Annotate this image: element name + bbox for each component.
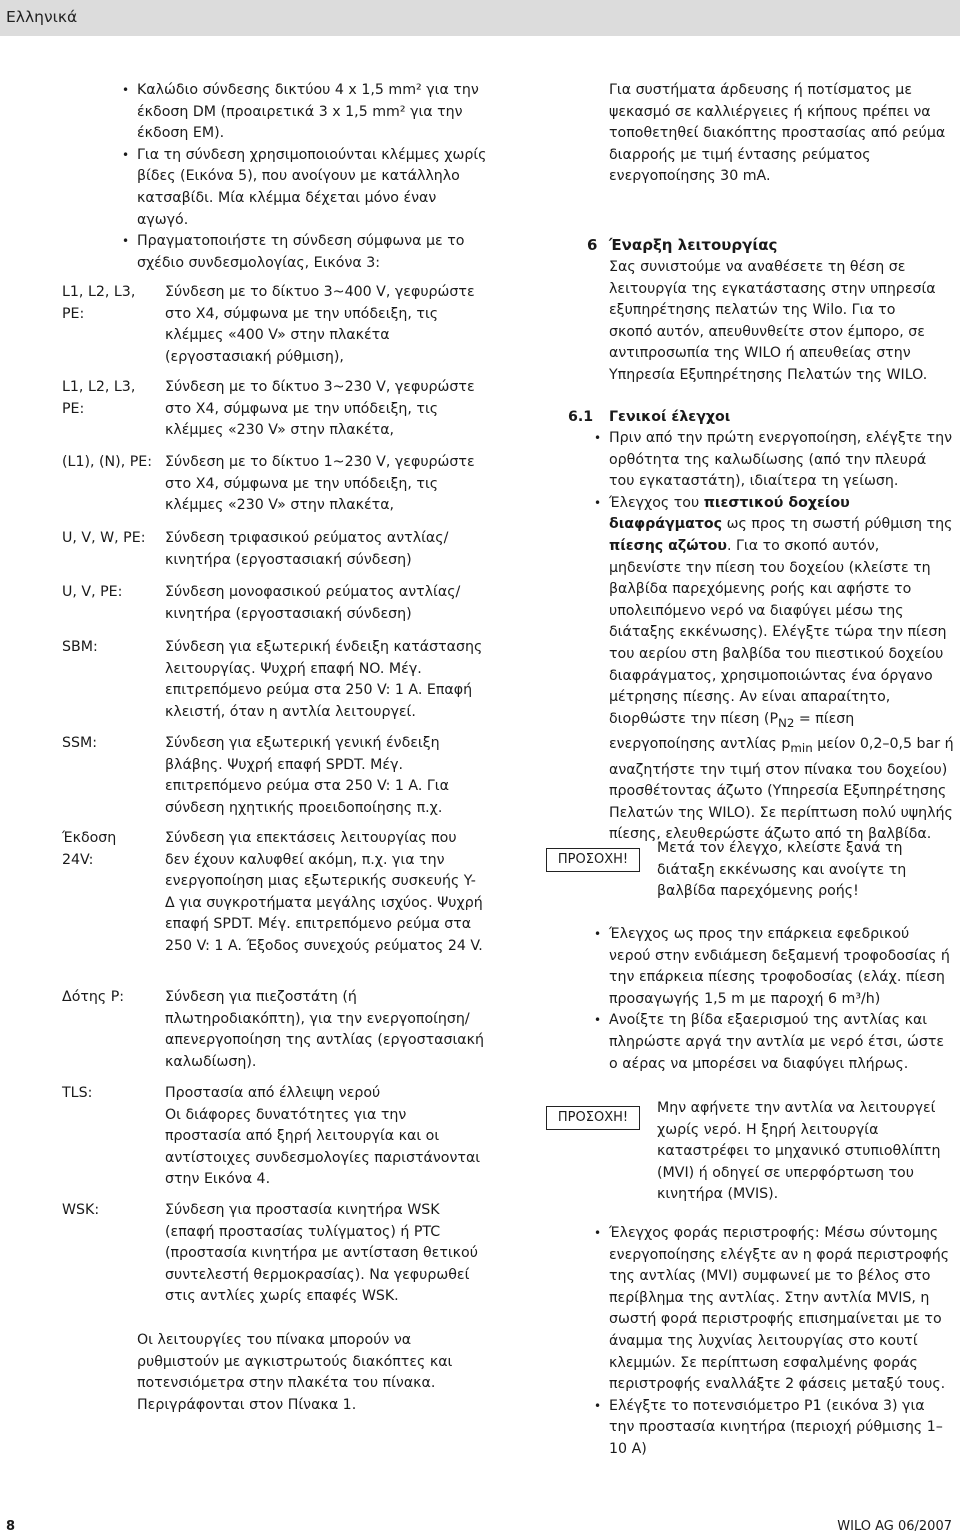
desc-l1-n-pe: Σύνδεση με το δίκτυο 1~230 V, γεφυρώστε στο X4, σύμφωνα με την υπόδειξη, τις κλέμμες «230 V» στην πλακέτα, xyxy=(165,454,475,514)
desc-l1-l2-l3-pe-230: Σύνδεση με το δίκτυο 3~230 V, γεφυρώστε στο X4, σύμφωνα με την υπόδειξη, τις κλέμμες «230 V» στην πλακέτα, xyxy=(165,379,475,439)
intro-bullet-2: • Για τη σύνδεση χρησιμοποιούνται κλέμμες χωρίς βίδες (Εικόνα 5), που ανοίγουν με κατάλληλο κατσαβίδι. Μία κλέμμα δέχεται μόνο έναν αγωγό. xyxy=(122,145,492,231)
term-sbm: SBM: xyxy=(62,639,98,655)
desc-l1-l2-l3-pe-400: Σύνδεση με το δίκτυο 3~400 V, γεφυρώστε στο X4, σύμφωνα με την υπόδειξη, τις κλέμμες «400 V» στην πλακέτα (εργοστασιακή ρύθμιση), xyxy=(165,284,475,365)
section-6-1-title: Γενικοί έλεγχοι xyxy=(609,409,731,425)
term-l1-l2-l3-pe-400: L1, L2, L3, PE: xyxy=(62,284,136,322)
page-number: 8 xyxy=(6,1519,16,1534)
supply-check-bullet: • Έλεγχος ως προς την επάρκεια εφεδρικού νερού στην ενδιάμεση δεξαμενή τροφοδοσίας ή την επάρκεια πίεσης τροφοδοσίας (ελάχ. πίεση προσαγωγής 1,5 m με παροχή 6 m³/h) xyxy=(594,924,954,1010)
desc-tls: Προστασία από έλλειψη νερού Οι διάφορες δυνατότητες για την προστασία από ξηρή λειτουργία και οι αντίστοιχες συνδεσμολογίες παριστάνονται στην Εικόνα 4. xyxy=(165,1085,481,1188)
caution-label-1: ΠΡΟΣΟΧΗ! xyxy=(546,848,640,872)
desc-pressure-sensor: Σύνδεση για πιεζοστάτη (ή πλωτηροδιακόπτη), για την ενεργοποίηση/ απενεργοποίηση της αντλίας (εργοστασιακή καλωδίωση). xyxy=(165,989,484,1070)
intro-bullet-3: • Πραγματοποιήστε τη σύνδεση σύμφωνα με το σχέδιο συνδεσμολογίας, Εικόνα 3: xyxy=(122,231,492,274)
caution-text-2: Μην αφήνετε την αντλία να λειτουργεί χωρίς νερό. Η ξηρή λειτουργία καταστρέφει το μηχανικό στυπιοθλίπτη (MVI) ή οδηγεί σε υπερφόρτωση του κινητήρα (MVIS). xyxy=(657,1100,941,1203)
rotation-check-bullet: • Έλεγχος φοράς περιστροφής: Μέσω σύντομης ενεργοποίησης ελέγξτε αν η φορά περιστροφής της αντλίας (MVI) συμφωνεί με το βέλος στο περίβλημα της αντλίας. Στην αντλία MVIS, η σωστή φορά περιστροφής επισημαίνεται με το άναμμα της λυχνίας λειτουργίας στο κουτί κλεμμών. Σε περίπτωση εσφαλμένης φοράς περιστροφής εναλλάξτε 2 φάσεις μεταξύ τους. xyxy=(594,1223,954,1396)
intro-bullet-1: • Καλώδιο σύνδεσης δικτύου 4 x 1,5 mm² για την έκδοση DM (προαιρετικά 3 x 1,5 mm² για την έκδοση EM). xyxy=(122,80,492,145)
section-6-title: Έναρξη λειτουργίας xyxy=(609,236,778,254)
desc-sbm: Σύνδεση για εξωτερική ένδειξη κατάστασης λειτουργίας. Ψυχρή επαφή NO. Μέγ. επιτρεπόμενο ρεύμα στα 250 V: 1 A. Επαφή κλειστή, όταν η αντλία λειτουργεί. xyxy=(165,639,483,720)
closing-paragraph: Οι λειτουργίες του πίνακα μπορούν να ρυθμιστούν με αγκιστρωτούς διακόπτες και ποτενσιόμετρα στην πλακέτα του πίνακα. Περιγράφονται στον Πίνακα 1. xyxy=(137,1332,453,1413)
check-vessel-bullet: • Έλεγχος του πιεστικού δοχείου διαφράγματος ως προς τη σωστή ρύθμιση της πίεσης αζώτου. Για το σκοπό αυτόν, μηδενίστε την πίεση του δοχείου (κλείστε τη βαλβίδα παρεχόμενης ροής και αφήστε το υπολειπόμενο νερό να διαφύγει μέσω της διάταξης εκκένωσης). Ελέγξτε τώρα την πίεση του αερίου στη βαλβίδα του πιεστικού δοχείου διαφράγματος, χρησιμοποιώντας ένα όργανο μέτρησης πίεσης. Αν είναι απαραίτητο, διορθώστε την πίεση ($P_{N2} = \pi ί\varepsilon\sigma\eta$ ενεργοποίησης αντλίας $p_{min}$ μείον 0,2–0,5 bar ή αναζητήστε την τιμή στον πίνακα του δοχείου) προσθέτοντας άζωτο (Υπηρεσία Εξυπηρέτησης Πελατών της WILO). Σε περίπτωση πολύ υψηλής πίεσης, ελευθερώστε άζωτο από τη βαλβίδα. xyxy=(594,493,954,846)
footer-company: WILO AG 06/2007 xyxy=(837,1519,952,1534)
term-tls: TLS: xyxy=(62,1085,93,1101)
caution-text-1: Μετά τον έλεγχο, κλείστε ξανά τη διάταξη εκκένωσης και ανοίγτε τη βαλβίδα παρεχόμενης ροής! xyxy=(657,840,907,900)
desc-version-24v: Σύνδεση για επεκτάσεις λειτουργίας που δεν έχουν καλυφθεί ακόμη, π.χ. για την ενεργοποίηση μιας εξωτερικής συσκευής Y-Δ για συγκροτήματα μεγάλης ισχύος. Ψυχρή επαφή SPDT. Μέγ. επιτρεπόμενο ρεύμα στα 250 V: 1 A. Έξοδος συνεχούς ρεύματος 24 V. xyxy=(165,830,483,954)
rcd-note: Για συστήματα άρδευσης ή ποτίσματος με ψεκασμό σε καλλιέργειες ή κήπους πρέπει να τοποθετηθεί διακόπτης προστασίας από ρεύμα διαρροής με τιμή έντασης ρεύματος ενεργοποίησης 30 mA. xyxy=(609,82,946,185)
potentiometer-bullet: • Ελέγξτε το ποτενσιόμετρο P1 (εικόνα 3) για την προστασία κινητήρα (περιοχή ρύθμισης 1–10 A) xyxy=(594,1396,954,1461)
term-u-v-pe: U, V, PE: xyxy=(62,584,123,600)
term-wsk: WSK: xyxy=(62,1202,100,1218)
term-l1-l2-l3-pe-230: L1, L2, L3, PE: xyxy=(62,379,136,417)
section-6-1-number: 6.1 xyxy=(568,409,594,425)
desc-ssm: Σύνδεση για εξωτερική γενική ένδειξη βλάβης. Ψυχρή επαφή SPDT. Μέγ. επιτρεπόμενο ρεύμα στα 250 V: 1 A. Για σύνδεση ηχητικής προειδοποίησης π.χ. xyxy=(165,735,449,816)
section-6-number: 6 xyxy=(587,236,598,254)
term-version-24v: Έκδοση 24V: xyxy=(62,830,117,868)
desc-u-v-w-pe: Σύνδεση τριφασικού ρεύματος αντλίας/ κινητήρα (εργοστασιακή σύνδεση) xyxy=(165,530,449,568)
term-ssm: SSM: xyxy=(62,735,98,751)
desc-u-v-pe: Σύνδεση μονοφασικού ρεύματος αντλίας/ κινητήρα (εργοστασιακή σύνδεση) xyxy=(165,584,461,622)
checks-bullet-list xyxy=(594,428,954,846)
check-wiring-bullet: • Πριν από την πρώτη ενεργοποίηση, ελέγξτε την ορθότητα της καλωδίωσης (από την πλευρά του εγκαταστάτη), ιδιαίτερα τη γείωση. xyxy=(594,428,954,493)
section-6-body: Σας συνιστούμε να αναθέσετε τη θέση σε λειτουργία της εγκατάστασης στην υπηρεσία εξυπηρέτησης πελατών της Wilo. Για το σκοπό αυτόν, απευθυνθείτε στον έμπορο, σε αντιπροσωπία της WILO ή απευθείας στην Υπηρεσία Εξυπηρέτησης Πελατών της WILO. xyxy=(609,259,936,383)
term-pressure-sensor: Δότης P: xyxy=(62,989,125,1005)
venting-bullet: • Ανοίξτε τη βίδα εξαερισμού της αντλίας και πληρώστε αργά την αντλία με νερό έτσι, ώστε ο αέρας να μπορέσει να διαφύγει πλήρως. xyxy=(594,1010,954,1075)
intro-bullet-list xyxy=(122,80,492,274)
language-label: Ελληνικά xyxy=(6,8,78,26)
desc-wsk: Σύνδεση για προστασία κινητήρα WSK (επαφή προστασίας τυλίγματος) ή PTC (προστασία κινητήρα με αντίσταση θετικού συντελεστή θερμοκρασίας). Να γεφυρωθεί στις αντλίες χωρίς επαφές WSK. xyxy=(165,1202,478,1305)
rotation-bullet-list xyxy=(594,1223,954,1461)
term-l1-n-pe: (L1), (N), PE: xyxy=(62,454,153,470)
language-header-bar xyxy=(0,0,960,36)
caution-label-2: ΠΡΟΣΟΧΗ! xyxy=(546,1106,640,1130)
supply-bullet-list xyxy=(594,924,954,1075)
term-u-v-w-pe: U, V, W, PE: xyxy=(62,530,146,546)
